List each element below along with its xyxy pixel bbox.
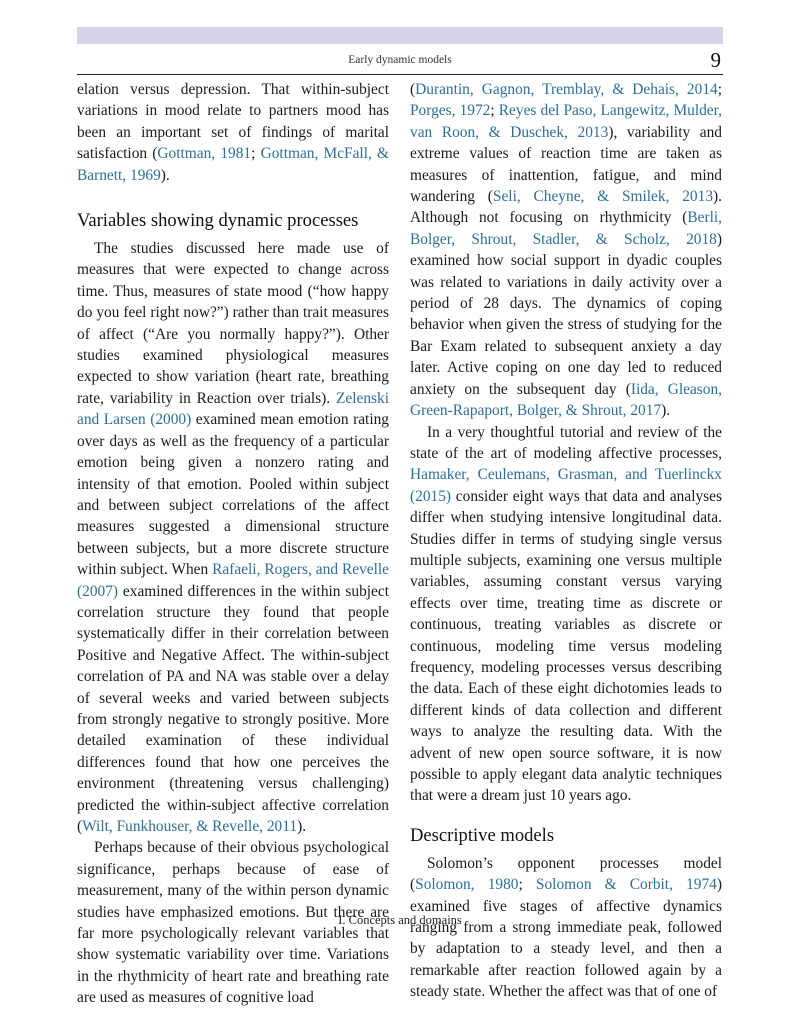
body-text: Perhaps because of their obvious psychological significance, perhaps because of ease of measurement, many of the within person dynamic studies have emphasized emotions. But there are far more psychologically relevant variables that show systematic variability over time. Variations in the rhythmicity of heart rate and breathing rate are used as measures of cognitive load	[77, 839, 389, 1007]
body-text: Solomon’s opponent processes model (	[410, 854, 722, 894]
body-text: ).	[661, 402, 671, 420]
paragraph	[410, 79, 722, 422]
body-text: ;	[251, 145, 261, 163]
body-text: ) examined how social support in dyadic couples was related to variations in daily activity over a period of 28 days. The dynamics of coping behavior when given the stress of studying for the Bar Exam related to subsequent anxiety a day later. Active coping on one day led to reduced anxiety on the subsequent day (	[410, 230, 722, 398]
citation-link[interactable]: Reyes del Paso, Langewitz, Mulder, van Roon, & Duschek, 2013	[410, 102, 722, 141]
body-text: ), variability and extreme values of reaction time are taken as measures of inattention, fatigue, and mind wandering (	[410, 123, 722, 206]
running-title: Early dynamic models	[348, 54, 452, 66]
body-text: ;	[490, 102, 499, 120]
paragraph	[77, 238, 389, 837]
body-text: ).	[297, 818, 307, 835]
right-column	[410, 79, 722, 1003]
citation-link[interactable]: Durantin, Gagnon, Tremblay, & Dehais, 2014	[415, 81, 718, 98]
citation-link[interactable]: Berli, Bolger, Shrout, Stadler, & Scholz, 2018	[410, 209, 722, 248]
body-text: The studies discussed here made use of measures that were expected to change across time. Thus, measures of state mood (“how happy do you feel right now?”) rather than trait measures of affect (“Are you normally happy?”). Other studies examined physiological measures expected to show variation (heart rate, breathing rate, variability in Reaction over trials).	[77, 240, 389, 407]
citation-link[interactable]: Rafaeli, Rogers, and Revelle (2007)	[77, 561, 389, 600]
body-text: ) examined five stages of affective dynamics ranging from a strong immediate peak, followed by adaptation to a steady level, and then a remarkable after reaction followed again by a steady state. Whether the affect was that of one of	[410, 876, 722, 1001]
left-column	[77, 79, 389, 1009]
paragraph	[410, 422, 722, 807]
body-text: ). Although not focusing on rhythmicity (	[410, 188, 722, 227]
citation-link[interactable]: Hamaker, Ceulemans, Grasman, and Tuerlinckx (2015)	[410, 466, 722, 505]
citation-link[interactable]: Gottman, 1981	[157, 145, 252, 163]
body-text: examined mean emotion rating over days as well as the frequency of a particular emotion being given a nonzero rating and intensity of that emotion. Pooled within subject and between subject correlations of the affect measures suggested a dimensional structure between subjects, but a more discrete structure within subject. When	[77, 411, 389, 579]
citation-link[interactable]: Seli, Cheyne, & Smilek, 2013	[492, 188, 714, 206]
paragraph	[77, 79, 389, 186]
body-text: In a very thoughtful tutorial and review of the state of the art of modeling affective processes,	[410, 423, 722, 462]
footer-part-label: I. Concepts and domains	[338, 913, 462, 927]
page-number: 9	[710, 48, 721, 72]
citation-link[interactable]: Iida, Gleason, Green-Rapaport, Bolger, & Shrout, 2017	[410, 380, 722, 420]
citation-link[interactable]: Wilt, Funkhouser, & Revelle, 2011	[82, 818, 298, 835]
section-heading: Variables showing dynamic processes	[77, 210, 359, 232]
body-text: consider eight ways that data and analyses differ when studying intensive longitudinal data. Studies differ in terms of studying single versus multiple subjects, examining one versus multiple variables, assuming constant versus varying effects over time, treating time as discrete or continuous, treating variables as discrete or continuous, modeling time versus modeling frequency, modeling processes versus describing the data. Each of these eight dichotomies leads to different kinds of data collection and different ways to analyze the resulting data. With the advent of new open source software, it is now possible to apply elegant data analytic techniques that were a dream just 10 years ago.	[410, 487, 722, 805]
header-color-band	[77, 27, 723, 44]
body-text: examined differences in the within subject correlation structure they found that people systematically differ in their correlation between Positive and Negative Affect. The within-subject correlation of PA and NA was stable over a delay of several weeks and varied between subjects from strongly negative to strongly positive. More detailed examination of these individual differences found that how one perceives the environment (threatening versus challenging) predicted the within-subject affective correlation (	[77, 582, 389, 835]
section-heading: Descriptive models	[410, 824, 555, 846]
body-text: ;	[717, 81, 722, 98]
citation-link[interactable]: Solomon, 1980	[415, 876, 519, 894]
citation-link[interactable]: Solomon & Corbit, 1974	[535, 876, 717, 894]
body-text: ).	[160, 166, 170, 184]
citation-link[interactable]: Gottman, McFall, & Barnett, 1969	[77, 145, 389, 184]
running-header	[77, 48, 723, 75]
body-text: (	[410, 81, 416, 98]
body-text: ;	[518, 876, 536, 894]
citation-link[interactable]: Porges, 1972	[410, 102, 491, 120]
body-text: elation versus depression. That within-subject variations in mood relate to partners mood has been an important set of findings of marital satisfaction (	[77, 81, 389, 163]
citation-link[interactable]: Zelenski and Larsen (2000)	[77, 389, 389, 429]
